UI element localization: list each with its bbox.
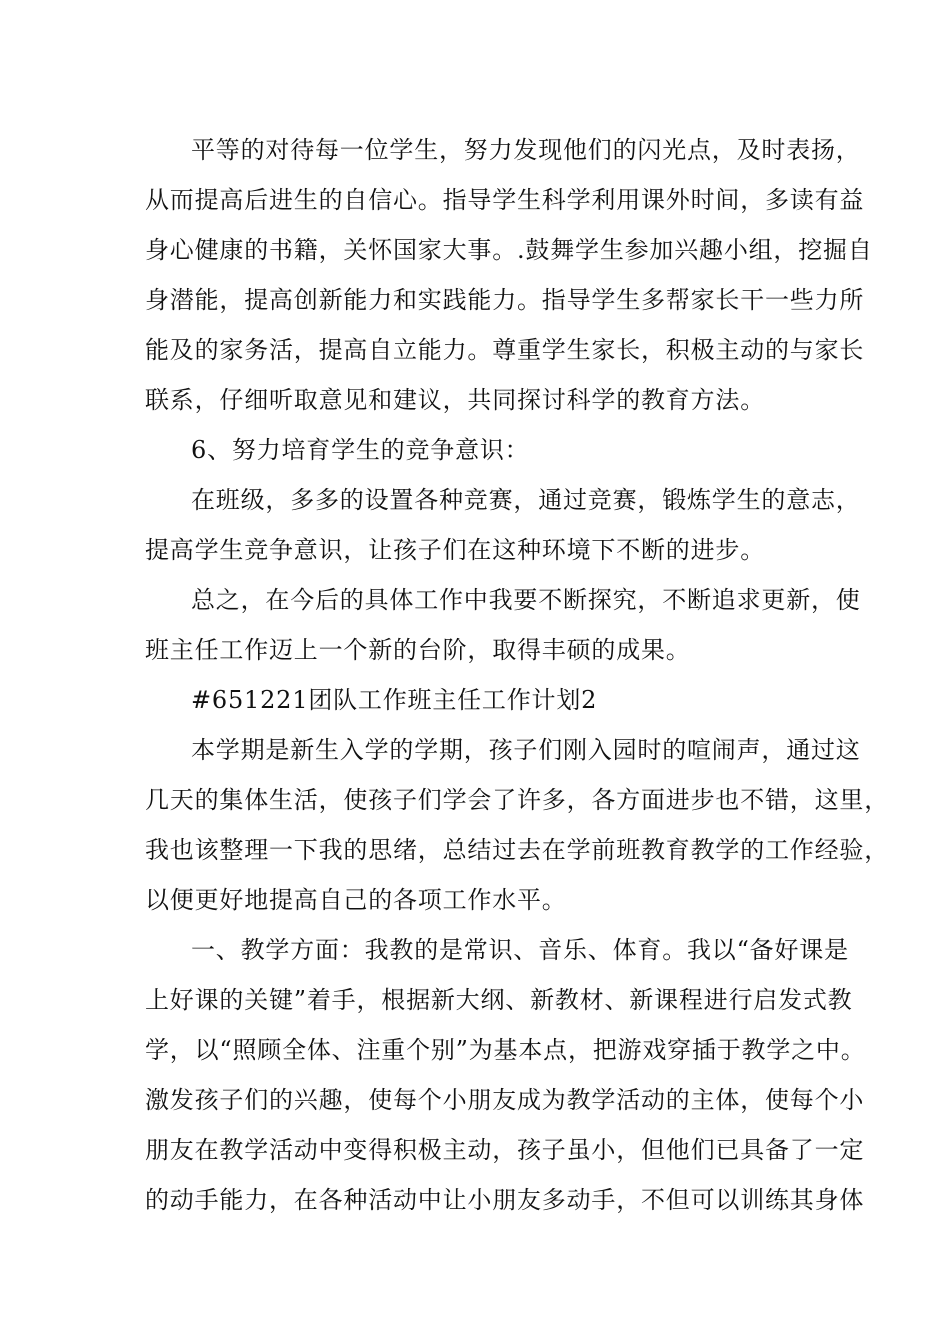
text-line: 一、教学方面：我教的是常识、音乐、体育。我以“备好课是 [191, 936, 849, 964]
text-line: 联系，仔细听取意见和建议，共同探讨科学的教育方法。 [145, 386, 765, 414]
text-line: 提高学生竞争意识，让孩子们在这种环境下不断的进步。 [145, 536, 765, 564]
text-line: 以便更好地提高自己的各项工作水平。 [145, 886, 567, 914]
text-line: 平等的对待每一位学生，努力发现他们的闪光点，及时表扬， [191, 136, 861, 164]
document-title: #651221团队工作班主任工作计划2 [191, 686, 598, 714]
text-line: 上好课的关键”着手，根据新大纲、新教材、新课程进行启发式教 [145, 986, 853, 1014]
text-line: 激发孩子们的兴趣，使每个小朋友成为教学活动的主体，使每个小 [145, 1086, 865, 1114]
text-line: 身潜能，提高创新能力和实践能力。指导学生多帮家长干一些力所 [145, 286, 865, 314]
text-line: 本学期是新生入学的学期，孩子们刚入园时的喧闹声，通过这 [191, 736, 861, 764]
section-heading: 6、努力培育学生的竞争意识： [191, 436, 530, 464]
text-line: 在班级，多多的设置各种竞赛，通过竞赛，锻炼学生的意志， [191, 486, 861, 514]
text-line: 几天的集体生活，使孩子们学会了许多，各方面进步也不错，这里， [145, 786, 889, 814]
text-line: 班主任工作迈上一个新的台阶，取得丰硕的成果。 [145, 636, 691, 664]
text-line: 的动手能力，在各种活动中让小朋友多动手，不但可以训练其身体 [145, 1186, 865, 1214]
text-line: 从而提高后进生的自信心。指导学生科学利用课外时间，多读有益 [145, 186, 865, 214]
text-line: 能及的家务活，提高自立能力。尊重学生家长，积极主动的与家长 [145, 336, 865, 364]
text-line: 学，以“照顾全体、注重个别”为基本点，把游戏穿插于教学之中。 [145, 1036, 866, 1064]
text-line: 朋友在教学活动中变得积极主动，孩子虽小，但他们已具备了一定 [145, 1136, 865, 1164]
text-line: 我也该整理一下我的思绪，总结过去在学前班教育教学的工作经验， [145, 836, 889, 864]
text-line: 身心健康的书籍，关怀国家大事。.鼓舞学生参加兴趣小组，挖掘自 [145, 236, 873, 264]
text-line: 总之，在今后的具体工作中我要不断探究，不断追求更新，使 [191, 586, 861, 614]
